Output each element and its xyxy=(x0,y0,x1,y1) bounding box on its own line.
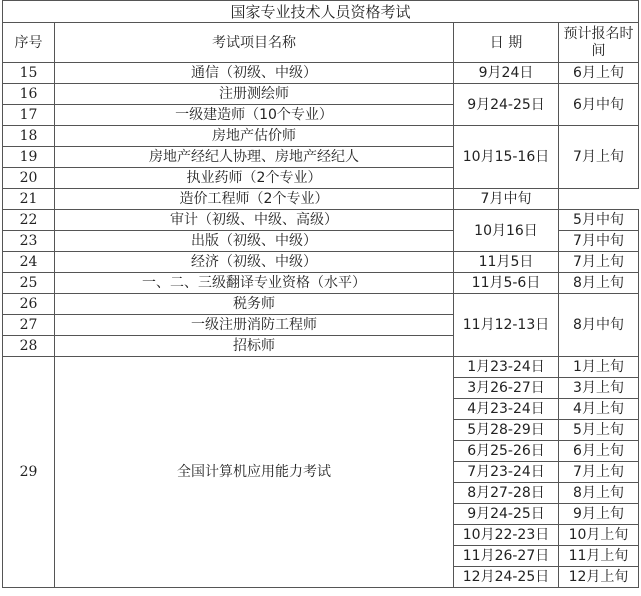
signup-time: 4月上旬 xyxy=(559,399,639,420)
row-no: 23 xyxy=(3,231,55,252)
exam-date: 10月15-16日 xyxy=(454,126,559,189)
signup-time: 1月上旬 xyxy=(559,357,639,378)
exam-date: 11月5日 xyxy=(454,252,559,273)
exam-date: 9月24-25日 xyxy=(454,84,559,126)
row-no: 29 xyxy=(3,357,55,588)
signup-time: 7月中旬 xyxy=(454,189,559,210)
exam-date: 9月24日 xyxy=(454,63,559,84)
table-header-row xyxy=(3,23,639,63)
exam-schedule-table xyxy=(2,0,639,588)
exam-date: 6月25-26日 xyxy=(454,441,559,462)
exam-name: 全国计算机应用能力考试 xyxy=(55,357,454,588)
signup-time: 6月中旬 xyxy=(559,84,639,126)
exam-date: 10月16日 xyxy=(454,210,559,252)
table-row xyxy=(3,189,639,210)
exam-name: 一级建造师（10个专业） xyxy=(55,105,454,126)
table-row xyxy=(3,294,639,315)
row-no: 20 xyxy=(3,168,55,189)
exam-name: 税务师 xyxy=(55,294,454,315)
exam-date: 9月24-25日 xyxy=(454,504,559,525)
exam-date: 3月26-27日 xyxy=(454,378,559,399)
exam-name: 通信（初级、中级） xyxy=(55,63,454,84)
signup-time: 5月中旬 xyxy=(559,210,639,231)
table-row xyxy=(3,273,639,294)
exam-name: 房地产经纪人协理、房地产经纪人 xyxy=(55,147,454,168)
header-name: 考试项目名称 xyxy=(55,23,454,63)
signup-time: 8月中旬 xyxy=(559,294,639,357)
signup-time: 8月上旬 xyxy=(559,483,639,504)
exam-date: 1月23-24日 xyxy=(454,357,559,378)
exam-name: 招标师 xyxy=(55,336,454,357)
signup-time: 5月上旬 xyxy=(559,420,639,441)
exam-name: 一、二、三级翻译专业资格（水平） xyxy=(55,273,454,294)
table-row xyxy=(3,126,639,147)
signup-time: 6月上旬 xyxy=(559,441,639,462)
exam-date: 10月22-23日 xyxy=(454,525,559,546)
exam-name: 出版（初级、中级） xyxy=(55,231,454,252)
table-row xyxy=(3,210,639,231)
signup-time: 11月上旬 xyxy=(559,546,639,567)
header-no: 序号 xyxy=(3,23,55,63)
exam-date: 11月5-6日 xyxy=(454,273,559,294)
table-title-row xyxy=(3,1,639,23)
row-no: 26 xyxy=(3,294,55,315)
row-no: 28 xyxy=(3,336,55,357)
table-row xyxy=(3,252,639,273)
signup-time: 3月上旬 xyxy=(559,378,639,399)
exam-name: 造价工程师（2个专业） xyxy=(55,189,454,210)
signup-time: 10月上旬 xyxy=(559,525,639,546)
row-no: 21 xyxy=(3,189,55,210)
exam-name: 房地产估价师 xyxy=(55,126,454,147)
exam-name: 审计（初级、中级、高级） xyxy=(55,210,454,231)
signup-time: 7月上旬 xyxy=(559,462,639,483)
table-row xyxy=(3,84,639,105)
row-no: 15 xyxy=(3,63,55,84)
row-no: 27 xyxy=(3,315,55,336)
row-no: 19 xyxy=(3,147,55,168)
exam-date: 12月24-25日 xyxy=(454,567,559,588)
signup-time: 7月上旬 xyxy=(559,126,639,189)
signup-time: 7月中旬 xyxy=(559,231,639,252)
header-signup: 预计报名时间 xyxy=(559,23,639,63)
exam-date: 11月12-13日 xyxy=(454,294,559,357)
exam-name: 一级注册消防工程师 xyxy=(55,315,454,336)
row-no: 17 xyxy=(3,105,55,126)
table-row xyxy=(3,357,639,378)
table-title: 国家专业技术人员资格考试 xyxy=(3,1,639,23)
exam-date: 5月28-29日 xyxy=(454,420,559,441)
table-row xyxy=(3,63,639,84)
signup-time: 8月上旬 xyxy=(559,273,639,294)
row-no: 18 xyxy=(3,126,55,147)
row-no: 22 xyxy=(3,210,55,231)
row-no: 24 xyxy=(3,252,55,273)
signup-time: 12月上旬 xyxy=(559,567,639,588)
exam-name: 经济（初级、中级） xyxy=(55,252,454,273)
signup-time: 6月上旬 xyxy=(559,63,639,84)
exam-date: 4月23-24日 xyxy=(454,399,559,420)
exam-date: 8月27-28日 xyxy=(454,483,559,504)
row-no: 16 xyxy=(3,84,55,105)
exam-date: 11月26-27日 xyxy=(454,546,559,567)
signup-time: 9月上旬 xyxy=(559,504,639,525)
row-no: 25 xyxy=(3,273,55,294)
exam-name: 注册测绘师 xyxy=(55,84,454,105)
header-date: 日 期 xyxy=(454,23,559,63)
signup-time: 7月上旬 xyxy=(559,252,639,273)
exam-name: 执业药师（2个专业） xyxy=(55,168,454,189)
exam-date: 7月23-24日 xyxy=(454,462,559,483)
